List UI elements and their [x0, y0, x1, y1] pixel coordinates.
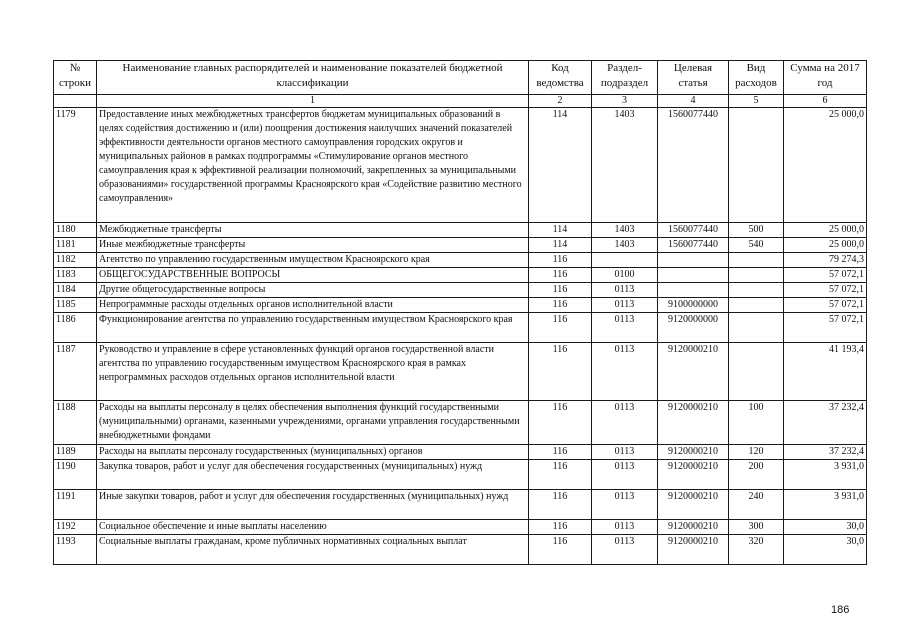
- row-number: 1186: [54, 313, 97, 343]
- row-number: 1181: [54, 238, 97, 253]
- row-dept-code: 116: [529, 253, 592, 268]
- column-number: [54, 95, 97, 108]
- table-row: [54, 268, 867, 283]
- row-dept-code: 116: [529, 313, 592, 343]
- table-row: [54, 108, 867, 223]
- row-name: Социальное обеспечение и иные выплаты населению: [97, 520, 529, 535]
- budget-table-container: [53, 60, 866, 565]
- column-number: 2: [529, 95, 592, 108]
- row-dept-code: 116: [529, 520, 592, 535]
- row-target-article: [658, 253, 729, 268]
- row-target-article: 9120000210: [658, 445, 729, 460]
- row-section: 0113: [592, 283, 658, 298]
- table-row: [54, 343, 867, 401]
- row-expense-kind: [729, 268, 784, 283]
- row-expense-kind: 320: [729, 535, 784, 565]
- header-name: Наименование главных распорядителей и наименование показателей бюджетной классификации: [97, 61, 529, 95]
- row-dept-code: 114: [529, 223, 592, 238]
- row-sum: 79 274,3: [784, 253, 867, 268]
- row-sum: 30,0: [784, 535, 867, 565]
- row-target-article: [658, 268, 729, 283]
- table-row: [54, 535, 867, 565]
- row-expense-kind: 240: [729, 490, 784, 520]
- row-sum: 57 072,1: [784, 268, 867, 283]
- row-number: 1192: [54, 520, 97, 535]
- column-number: 5: [729, 95, 784, 108]
- row-section: 0113: [592, 298, 658, 313]
- row-dept-code: 116: [529, 445, 592, 460]
- row-target-article: 1560077440: [658, 238, 729, 253]
- row-target-article: 9120000210: [658, 460, 729, 490]
- row-section: 1403: [592, 108, 658, 223]
- table-row: [54, 490, 867, 520]
- column-number: 3: [592, 95, 658, 108]
- row-expense-kind: [729, 298, 784, 313]
- row-expense-kind: 100: [729, 401, 784, 445]
- row-dept-code: 116: [529, 268, 592, 283]
- row-expense-kind: [729, 343, 784, 401]
- row-expense-kind: 300: [729, 520, 784, 535]
- row-name: Расходы на выплаты персоналу государственных (муниципальных) органов: [97, 445, 529, 460]
- row-number: 1185: [54, 298, 97, 313]
- row-dept-code: 116: [529, 298, 592, 313]
- row-name: ОБЩЕГОСУДАРСТВЕННЫЕ ВОПРОСЫ: [97, 268, 529, 283]
- row-expense-kind: [729, 313, 784, 343]
- row-number: 1179: [54, 108, 97, 223]
- row-target-article: 1560077440: [658, 223, 729, 238]
- row-target-article: 9120000210: [658, 535, 729, 565]
- row-sum: 3 931,0: [784, 490, 867, 520]
- row-expense-kind: 540: [729, 238, 784, 253]
- header-row: [54, 61, 867, 95]
- row-expense-kind: [729, 108, 784, 223]
- row-section: 0113: [592, 520, 658, 535]
- row-sum: 37 232,4: [784, 401, 867, 445]
- row-dept-code: 116: [529, 460, 592, 490]
- row-expense-kind: 200: [729, 460, 784, 490]
- table-row: [54, 460, 867, 490]
- row-expense-kind: 120: [729, 445, 784, 460]
- row-number: 1189: [54, 445, 97, 460]
- column-number: 1: [97, 95, 529, 108]
- row-name: Иные закупки товаров, работ и услуг для обеспечения государственных (муниципальных) нужд: [97, 490, 529, 520]
- row-number: 1180: [54, 223, 97, 238]
- row-expense-kind: 500: [729, 223, 784, 238]
- header-dept-code: Код ведомства: [529, 61, 592, 95]
- row-dept-code: 116: [529, 401, 592, 445]
- row-number: 1182: [54, 253, 97, 268]
- row-number: 1188: [54, 401, 97, 445]
- column-number: 4: [658, 95, 729, 108]
- column-number: 6: [784, 95, 867, 108]
- row-name: Другие общегосударственные вопросы: [97, 283, 529, 298]
- row-section: 0113: [592, 535, 658, 565]
- row-target-article: [658, 283, 729, 298]
- table-body: [54, 108, 867, 565]
- row-sum: 37 232,4: [784, 445, 867, 460]
- row-dept-code: 116: [529, 490, 592, 520]
- row-number: 1191: [54, 490, 97, 520]
- row-target-article: 9120000210: [658, 343, 729, 401]
- row-number: 1184: [54, 283, 97, 298]
- row-section: 0113: [592, 343, 658, 401]
- row-section: 0113: [592, 401, 658, 445]
- row-sum: 25 000,0: [784, 108, 867, 223]
- row-sum: 57 072,1: [784, 298, 867, 313]
- row-sum: 41 193,4: [784, 343, 867, 401]
- row-section: 0113: [592, 313, 658, 343]
- row-target-article: 9120000000: [658, 313, 729, 343]
- row-dept-code: 116: [529, 283, 592, 298]
- column-number-row: [54, 95, 867, 108]
- row-number: 1190: [54, 460, 97, 490]
- row-name: Расходы на выплаты персоналу в целях обеспечения выполнения функций государственными (муниципальными) органами, казенными учреждениями, органами управления государственными внебюджетными фондами: [97, 401, 529, 445]
- row-section: 1403: [592, 238, 658, 253]
- row-sum: 25 000,0: [784, 238, 867, 253]
- table-row: [54, 401, 867, 445]
- row-expense-kind: [729, 283, 784, 298]
- row-target-article: 9120000210: [658, 520, 729, 535]
- row-sum: 25 000,0: [784, 223, 867, 238]
- row-sum: 3 931,0: [784, 460, 867, 490]
- row-section: 0113: [592, 460, 658, 490]
- row-sum: 30,0: [784, 520, 867, 535]
- header-sum: Сумма на 2017 год: [784, 61, 867, 95]
- row-number: 1187: [54, 343, 97, 401]
- row-section: 0113: [592, 445, 658, 460]
- row-name: Межбюджетные трансферты: [97, 223, 529, 238]
- row-name: Агентство по управлению государственным имуществом Красноярского края: [97, 253, 529, 268]
- row-dept-code: 116: [529, 535, 592, 565]
- table-row: [54, 253, 867, 268]
- table-row: [54, 283, 867, 298]
- row-dept-code: 114: [529, 108, 592, 223]
- table-row: [54, 298, 867, 313]
- header-row-number: № строки: [54, 61, 97, 95]
- header-section: Раздел-подраздел: [592, 61, 658, 95]
- row-name: Социальные выплаты гражданам, кроме публичных нормативных социальных выплат: [97, 535, 529, 565]
- table-header: [54, 61, 867, 108]
- row-dept-code: 116: [529, 343, 592, 401]
- row-section: 0113: [592, 490, 658, 520]
- row-name: Непрограммные расходы отдельных органов исполнительной власти: [97, 298, 529, 313]
- row-target-article: 1560077440: [658, 108, 729, 223]
- row-target-article: 9120000210: [658, 401, 729, 445]
- row-name: Иные межбюджетные трансферты: [97, 238, 529, 253]
- row-name: Руководство и управление в сфере установленных функций органов государственной власти агентства по управлению государственным имуществом Красноярского края в рамках непрограммных расходов отдельных органов исполнительной власти: [97, 343, 529, 401]
- table-row: [54, 313, 867, 343]
- row-name: Функционирование агентства по управлению государственным имуществом Красноярского края: [97, 313, 529, 343]
- row-sum: 57 072,1: [784, 283, 867, 298]
- row-name: Закупка товаров, работ и услуг для обеспечения государственных (муниципальных) нужд: [97, 460, 529, 490]
- row-name: Предоставление иных межбюджетных трансфертов бюджетам муниципальных образований в целях содействия достижению и (или) поощрения достижения наилучших значений показателей эффективности деятельности органов местного самоуправления городских округов и муниципальных районов в рамках подпрограммы «Стимулирование органов местного самоуправления края к эффективной реализации полномочий, закрепленных за муниципальными образованиями» государственной программы Красноярского края «Содействие развитию местного самоуправления»: [97, 108, 529, 223]
- row-number: 1193: [54, 535, 97, 565]
- row-number: 1183: [54, 268, 97, 283]
- row-target-article: 9120000210: [658, 490, 729, 520]
- row-section: [592, 253, 658, 268]
- table-row: [54, 223, 867, 238]
- header-expense-kind: Вид расходов: [729, 61, 784, 95]
- row-section: 0100: [592, 268, 658, 283]
- budget-table: [53, 60, 867, 565]
- row-sum: 57 072,1: [784, 313, 867, 343]
- row-target-article: 9100000000: [658, 298, 729, 313]
- table-row: [54, 445, 867, 460]
- page-number: 186: [831, 604, 850, 616]
- table-row: [54, 238, 867, 253]
- header-target-article: Целевая статья: [658, 61, 729, 95]
- table-row: [54, 520, 867, 535]
- row-dept-code: 114: [529, 238, 592, 253]
- row-section: 1403: [592, 223, 658, 238]
- row-expense-kind: [729, 253, 784, 268]
